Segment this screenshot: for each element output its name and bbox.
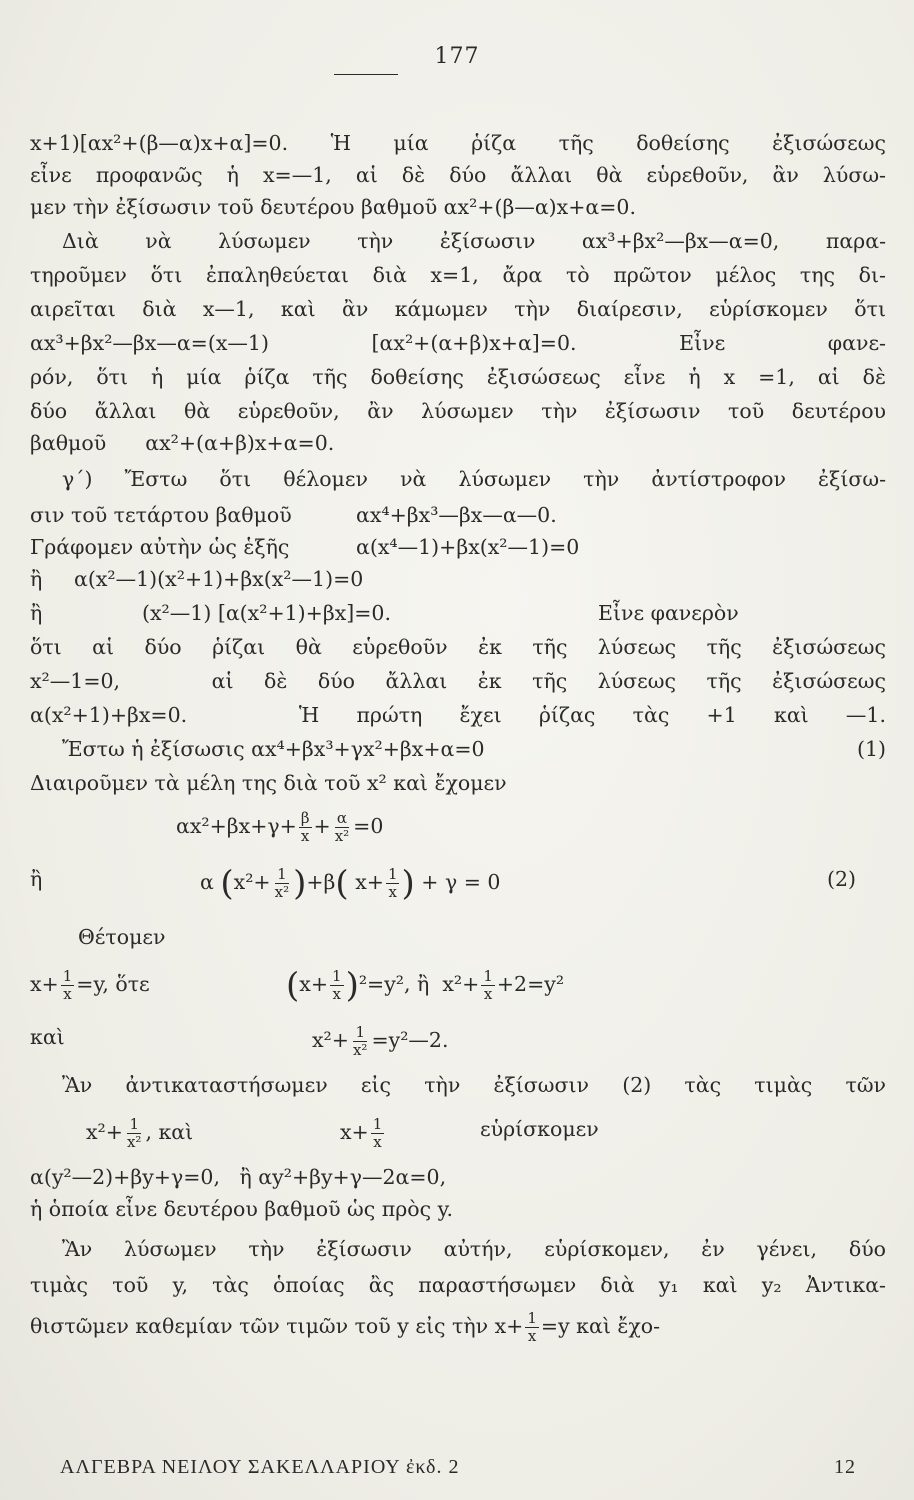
eq-part: x²+ [312, 1028, 349, 1052]
fraction [273, 866, 291, 901]
text-line-7: αx³+βx²—βx—α=(x—1) [αx²+(α+β)x+α]=0. Εἶνε φανε- [30, 331, 886, 355]
and-line [30, 1023, 886, 1059]
fraction-denominator: x [300, 827, 310, 845]
x-plus-inverse [340, 1116, 386, 1151]
fraction [351, 1024, 369, 1059]
text-line-20: Διαιροῦμεν τὰ μέλη της διὰ τοῦ x² καὶ ἔχομεν [30, 771, 507, 795]
eq-part: + γ = 0 [421, 870, 501, 894]
fraction-numerator: β [300, 809, 310, 827]
eq-part: x+ [30, 972, 59, 996]
eq-part: x²+ [233, 870, 271, 894]
text-line-4: Διὰ νὰ λύσωμεν τὴν ἐξίσωσιν αx³+βx²—βx—α=0, παρα- [62, 229, 886, 253]
fraction-numerator: 1 [62, 967, 73, 985]
eq-part: +2=y² [496, 972, 565, 996]
text-line-10: βαθμοῦ αx²+(α+β)x+α=0. [30, 431, 335, 455]
values-line [86, 1116, 886, 1151]
and-word: καὶ [30, 1025, 65, 1049]
or-word: ἢ [30, 601, 43, 625]
eq-part: =y καὶ ἔχο- [540, 1314, 661, 1338]
fraction [330, 968, 344, 1003]
eq-part: +β [306, 870, 336, 894]
left-paren: ( [220, 863, 234, 904]
fraction-denominator: x [63, 985, 72, 1003]
fraction-denominator: x [527, 1327, 537, 1345]
eq-part: x²+ [86, 1120, 123, 1144]
equation-2 [200, 863, 501, 904]
text-line-14 [30, 566, 886, 592]
fraction-denominator: x² [126, 1133, 142, 1151]
square-identity [286, 965, 565, 1006]
page-footer [60, 1456, 856, 1479]
equation-number-2: (2) [826, 867, 856, 891]
square-identity-2 [312, 1024, 449, 1059]
text-line-2: εἶνε προφανῶς ἡ x=—1, αἱ δὲ δύο ἄλλαι θὰ εὑρεθοῦν, ἂν λύσω- [30, 163, 886, 187]
fraction [61, 968, 75, 1003]
text-line-11: γ΄) Ἔστω ὅτι θέλομεν νὰ λύσωμεν τὴν ἀντίστροφον ἐξίσω- [62, 467, 886, 491]
fraction-numerator: 1 [355, 1023, 365, 1041]
equation-2-line [30, 863, 886, 904]
text-line-12-words: σιν τοῦ τετάρτου βαθμοῦ [30, 503, 292, 527]
fraction-numerator: 1 [129, 1115, 139, 1133]
fraction-numerator: α [336, 809, 347, 827]
right-paren: ) [293, 863, 307, 904]
text-line-29: ἡ ὁποία εἶνε δευτέρου βαθμοῦ ὡς πρὸς y. [30, 1197, 454, 1221]
eq-part: + [313, 814, 331, 838]
text-line-3: μεν τὴν ἐξίσωσιν τοῦ δευτέρου βαθμοῦ αx²+(β—α)x+α=0. [30, 195, 636, 219]
fraction [525, 1310, 539, 1345]
equation-quartic: αx⁴+βx³—βx—α—0. [356, 503, 557, 527]
eq-part: , καὶ [145, 1120, 194, 1144]
text-line-set: Θέτομεν [78, 925, 166, 949]
eq-part: x+ [340, 1120, 369, 1144]
fraction-denominator: x [373, 1133, 382, 1151]
fraction-denominator: x [483, 985, 493, 1003]
substitution-line [30, 965, 886, 1006]
fraction-denominator: x [388, 883, 397, 901]
eq-part: αx²+βx+γ+ [176, 814, 297, 838]
fraction [371, 1116, 385, 1151]
text-line-1: x+1)[αx²+(β—α)x+α]=0. Ἡ μία ῥίζα τῆς δοθείσης ἐξισώσεως [30, 131, 886, 155]
text-line-31: τιμὰς τοῦ y, τὰς ὁποίας ἂς παραστήσωμεν διὰ y₁ καὶ y₂ Ἀντικα- [30, 1273, 886, 1297]
left-paren: ( [286, 965, 300, 1006]
fraction-numerator: 1 [387, 865, 398, 883]
fraction-denominator: x² [352, 1041, 368, 1059]
fraction-numerator: 1 [527, 1309, 537, 1327]
page-number: 177 [434, 44, 480, 69]
text-line-13 [30, 534, 886, 560]
left-paren: ( [335, 863, 349, 904]
eq-part: ²=y², ἢ x²+ [358, 972, 480, 996]
equation-divided [176, 810, 576, 845]
text-line-12 [30, 502, 886, 528]
fraction-numerator: 1 [372, 1115, 383, 1133]
signature-number: 12 [834, 1456, 856, 1478]
right-paren: ) [345, 965, 359, 1006]
text-line-5: τηροῦμεν ὅτι ἐπαληθεύεται διὰ x=1, ἄρα τὸ πρῶτον μέλος της δι- [30, 263, 886, 287]
equation-rewritten: α(x⁴—1)+βx(x²—1)=0 [356, 535, 580, 559]
fraction [333, 810, 351, 845]
eq-part: =0 [353, 814, 384, 838]
text-line-32 [30, 1310, 886, 1345]
text-line-19 [62, 736, 886, 762]
or-word: ἢ [30, 567, 43, 591]
fraction-denominator: x [332, 985, 342, 1003]
text-line-15 [30, 600, 886, 626]
text-line-13-words: Γράφομεν αὐτὴν ὡς ἑξῆς [30, 535, 290, 559]
fraction-denominator: x² [274, 883, 290, 901]
fraction [481, 968, 495, 1003]
text-line-8: ρόν, ὅτι ἡ μία ῥίζα τῆς δοθείσης ἐξισώσεως εἶνε ἡ x =1, αἱ δὲ [30, 365, 886, 389]
eq-part: =y²—2. [371, 1028, 449, 1052]
equation-number-1: (1) [856, 737, 886, 761]
text-line-18: α(x²+1)+βx=0. Ἡ πρώτη ἔχει ῥίζας τὰς +1 καὶ —1. [30, 703, 886, 727]
find-word: εὑρίσκομεν [480, 1117, 599, 1141]
reciprocal-equation: Ἔστω ἡ ἐξίσωσις αx⁴+βx³+γx²+βx+α=0 [62, 737, 485, 761]
text-line-17: x²—1=0, αἱ δὲ δύο ἄλλαι ἐκ τῆς λύσεως τῆς ἐξισώσεως [30, 669, 886, 693]
text-line-26: Ἂν ἀντικαταστήσωμεν εἰς τὴν ἐξίσωσιν (2) τὰς τιμὰς τῶν [62, 1073, 886, 1097]
text-line-16: ὅτι αἱ δύο ῥίζαι θὰ εὑρεθοῦν ἐκ τῆς λύσεως τῆς ἐξισώσεως [30, 635, 886, 659]
eq-part: α [200, 870, 214, 894]
eq-part: =y, ὅτε [76, 972, 150, 996]
text-line-30: Ἂν λύσωμεν τὴν ἐξίσωσιν αὐτήν, εὑρίσκομεν, ἐν γένει, δύο [62, 1237, 886, 1261]
right-paren: ) [401, 863, 415, 904]
fraction [299, 810, 312, 845]
book-title: ΑΛΓΕΒΡΑ ΝΕΙΛΟΥ ΣΑΚΕΛΛΑΡΙΟΥ ἐκδ. 2 [60, 1456, 460, 1478]
fraction-numerator: 1 [483, 967, 493, 985]
text-line-6: αιρεῖται διὰ x—1, καὶ ἂν κάμωμεν τὴν διαίρεσιν, εὑρίσκομεν ὅτι [30, 297, 886, 321]
equation-factored-2: (x²—1) [α(x²+1)+βx]=0. [142, 601, 391, 625]
text-line-15-words: Εἶνε φανερὸν [598, 601, 739, 625]
equation-factored-1: α(x²—1)(x²+1)+βx(x²—1)=0 [74, 567, 364, 591]
eq-part: x+ [299, 972, 329, 996]
fraction-denominator: x² [334, 827, 350, 845]
fraction-numerator: 1 [332, 967, 342, 985]
fraction [125, 1116, 143, 1151]
eq-part: θιστῶμεν καθεμίαν τῶν τιμῶν τοῦ y εἰς τὴν x+ [30, 1314, 524, 1338]
fraction [386, 866, 400, 901]
eq-part: x+ [355, 870, 384, 894]
page-number-rule [334, 74, 398, 75]
or-word: ἢ [30, 867, 43, 891]
text-line-9: δύο ἄλλαι θὰ εὑρεθοῦν, ἂν λύσωμεν τὴν ἐξίσωσιν τοῦ δευτέρου [30, 399, 886, 423]
fraction-numerator: 1 [277, 865, 287, 883]
text-line-28: α(y²—2)+βy+γ=0, ἢ αy²+βy+γ—2α=0, [30, 1165, 447, 1189]
